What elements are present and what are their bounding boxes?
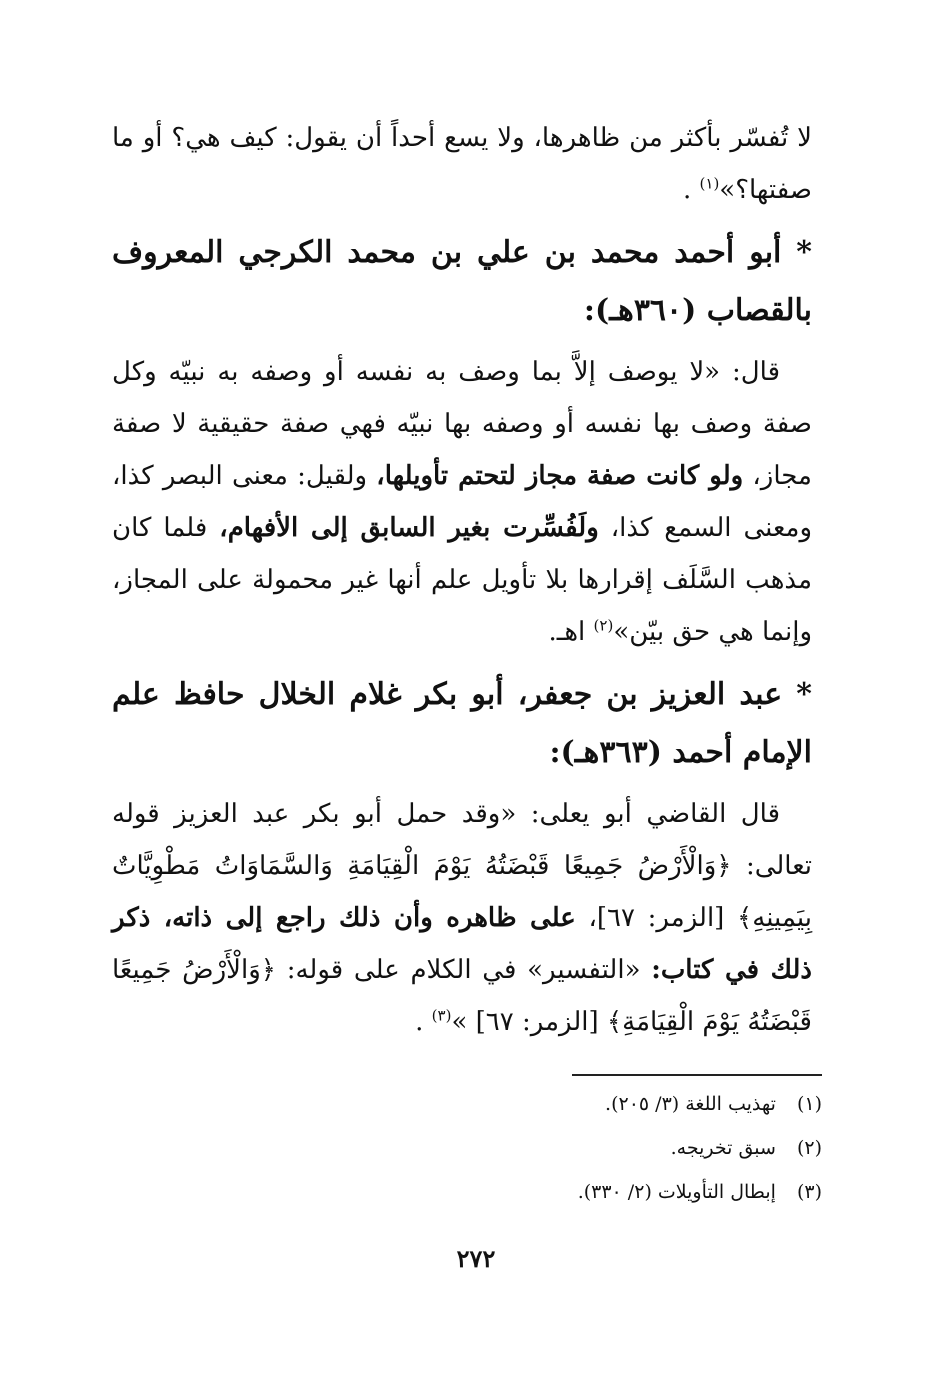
footnote-text: إبطال التأويلات (٢/ ٣٣٠).	[577, 1181, 776, 1203]
quote-text: فلما كان مذهب السَّلَف إقرارها بلا تأويل علم أنها غير محمولة على المجاز، وإنما هي حق بيّن»	[112, 513, 812, 647]
quote-text-bold: على ظاهره وأن ذلك راجع إلى ذاته، ذكر ذلك في كتاب:	[112, 903, 812, 985]
footnote-ref: (٢)	[593, 616, 614, 635]
footnote-number: (٣)	[796, 1181, 822, 1203]
footnote-ref: (٣)	[431, 1006, 452, 1025]
main-text	[112, 112, 812, 1048]
quote-text: قال: «لا يوصف إلاَّ بما وصف به نفسه أو وصفه به نبيّه وكل صفة وصف بها نفسه أو وصفه بها نبيّه فهي صفة حقيقية لا صفة مجاز،	[112, 357, 812, 491]
paragraph-end: .	[682, 175, 692, 205]
quote-text: ولقيل: معنى البصر كذا، ومعنى السمع كذا،	[112, 461, 812, 543]
quote-text: قال القاضي أبو يعلى: «وقد حمل أبو بكر عبد العزيز قوله تعالى:	[112, 799, 813, 881]
quote-end: اهـ.	[548, 617, 586, 647]
quote-text-bold: ولو كانت صفة مجاز لتحتم تأويلها،	[376, 461, 744, 491]
footnotes	[322, 1082, 822, 1214]
verse-citation: [الزمر: ٦٧]،	[588, 903, 725, 933]
footnote-text: تهذيب اللغة (٣/ ٢٠٥).	[605, 1093, 776, 1115]
footnote-item	[322, 1082, 822, 1126]
quran-verse: ﴿وَالْأَرْضُ جَمِيعًا قَبْضَتُهُ يَوْمَ الْقِيَامَةِ وَالسَّمَاوَاتُ مَطْوِيَّاتٌ بِيَمِينِهِ﴾	[112, 851, 813, 933]
section-heading-qassab: * أبو أحمد محمد بن علي بن محمد الكرجي المعروف بالقصاب (٣٦٠هـ):	[112, 235, 812, 328]
footnote-ref: (١)	[699, 174, 720, 193]
quran-verse: ﴿وَالْأَرْضُ جَمِيعًا قَبْضَتُهُ يَوْمَ الْقِيَامَةِ﴾	[112, 955, 812, 1037]
section-heading-ghulam-al-khallal: * عبد العزيز بن جعفر، أبو بكر غلام الخلال حافظ علم الإمام أحمد (٣٦٣هـ):	[112, 677, 812, 770]
page-number: ٢٧٢	[456, 1244, 496, 1273]
quote-end: .	[415, 1007, 424, 1037]
verse-citation: [الزمر: ٦٧] »	[451, 1007, 599, 1037]
paragraph-text: لا تُفسّر بأكثر من ظاهرها، ولا يسع أحداً أن يقول: كيف هي؟ أو ما صفتها؟»	[112, 123, 812, 205]
footnote-item	[322, 1126, 822, 1170]
footnote-divider	[572, 1074, 822, 1076]
footnote-text: سبق تخريجه.	[670, 1137, 776, 1159]
footnote-number: (٢)	[796, 1137, 822, 1159]
quote-text-bold: ولَفُسِّرت بغير السابق إلى الأفهام،	[219, 513, 599, 543]
paragraph-abu-yala-quote	[112, 788, 812, 1048]
footnote-number: (١)	[796, 1093, 822, 1115]
paragraph-qassab-quote	[112, 346, 812, 658]
quote-text: «التفسير» في الكلام على قوله:	[286, 955, 641, 985]
paragraph-continuation	[112, 112, 812, 216]
footnote-item	[322, 1170, 822, 1214]
